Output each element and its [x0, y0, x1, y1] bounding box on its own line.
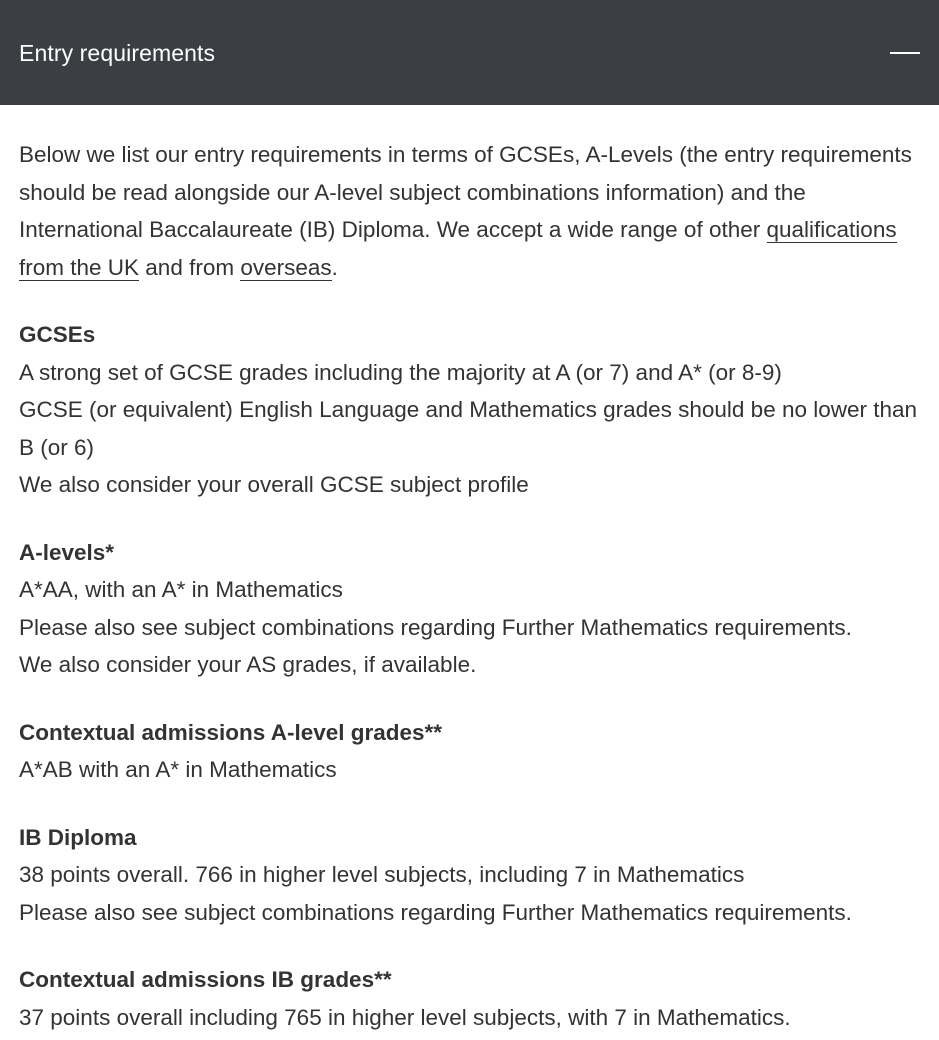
overseas-link[interactable]: overseas — [240, 254, 332, 280]
section-heading: Contextual admissions A-level grades** — [19, 719, 443, 745]
requirement-line: A strong set of GCSE grades including the majority at A (or 7) and A* (or 8-9) — [19, 359, 782, 385]
uk-qualifications-link[interactable]: qualifications from the UK — [19, 217, 897, 280]
requirement-line: A*AA, with an A* in Mathematics — [19, 577, 343, 602]
section-ib-diploma — [19, 819, 919, 932]
requirement-line: GCSE (or equivalent) English Language and Mathematics grades should be no lower than B (or 6) — [19, 397, 918, 460]
section-a-levels — [19, 534, 919, 684]
accordion-content — [19, 136, 919, 1036]
section-heading: A-levels* — [19, 539, 115, 565]
intro-text-3: . — [331, 254, 338, 280]
requirement-line: 37 points overall including 765 in higher level subjects, with 7 in Mathematics. — [19, 1004, 791, 1030]
section-contextual-a-level — [19, 714, 919, 789]
intro-text-2: and from — [139, 254, 241, 280]
requirement-line: We also consider your AS grades, if available. — [19, 652, 477, 677]
collapse-toggle-button[interactable] — [887, 36, 923, 70]
requirement-line: 38 points overall. 766 in higher level subjects, including 7 in Mathematics — [19, 862, 745, 887]
section-heading: IB Diploma — [19, 824, 137, 850]
intro-text-1: Below we list our entry requirements in terms of GCSEs, A-Levels (the entry requirements should be read alongside our A-level subject combinations information) and the International Baccalaureate (IB) Diploma. We accept a wide range of other — [19, 142, 912, 242]
section-heading: Contextual admissions IB grades** — [19, 967, 392, 992]
accordion-title[interactable]: Entry requirements — [19, 40, 216, 66]
section-contextual-ib — [19, 961, 919, 1036]
accordion-header[interactable] — [0, 0, 939, 105]
requirement-line: A*AB with an A* in Mathematics — [19, 757, 337, 782]
minus-icon — [890, 52, 920, 54]
requirement-line: We also consider your overall GCSE subject profile — [19, 472, 529, 497]
intro-paragraph — [19, 136, 919, 286]
requirement-line: Please also see subject combinations regarding Further Mathematics requirements. — [19, 614, 852, 640]
requirement-line: Please also see subject combinations regarding Further Mathematics requirements. — [19, 899, 852, 925]
section-heading: GCSEs — [19, 322, 96, 347]
section-gcses — [19, 316, 919, 504]
